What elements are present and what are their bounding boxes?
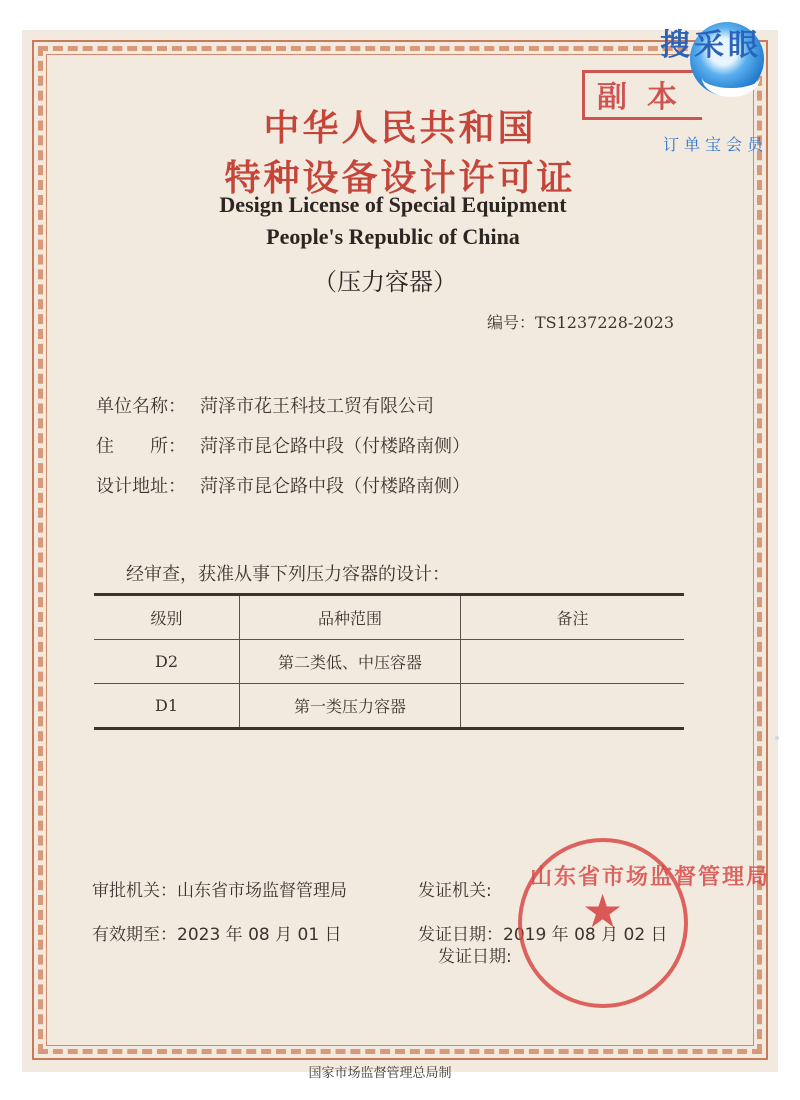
cell-level: D1 xyxy=(94,684,240,729)
valid-until xyxy=(92,920,342,945)
cell-scope: 第二类低、中压容器 xyxy=(240,640,461,684)
approval-label: 审批机关： xyxy=(92,881,177,901)
field-value: 菏泽市昆仑路中段（付楼路南侧） xyxy=(200,436,470,457)
cert-no-label: 编号： xyxy=(486,313,535,332)
intro-text: 经审查，获准从事下列压力容器的设计： xyxy=(126,564,450,585)
cell-scope: 第一类压力容器 xyxy=(240,684,461,729)
header-scope: 品种范围 xyxy=(240,595,461,640)
cert-no-value: TS1237228-2023 xyxy=(534,313,674,332)
title-en-line1: Design License of Special Equipment xyxy=(219,192,567,217)
issue-value: 2019 年 08 月 02 日 xyxy=(503,925,668,945)
scroll-marker xyxy=(775,736,779,740)
field-design-address xyxy=(96,472,470,498)
title-en-line2: People's Republic of China xyxy=(266,224,520,249)
title-cn-line2: 特种设备设计许可证 xyxy=(224,158,576,199)
approval-value: 山东省市场监督管理局 xyxy=(177,881,347,901)
approval-authority xyxy=(92,876,347,901)
field-address xyxy=(96,432,470,458)
issue-date-label-2: 发证日期: xyxy=(438,947,512,967)
table-row xyxy=(94,684,684,729)
field-label: 设计地址： xyxy=(96,476,186,497)
issue-label: 发证日期： xyxy=(418,925,503,945)
table-row xyxy=(94,640,684,684)
issuer-bottom: 国家市场监督管理总局制 xyxy=(308,1066,452,1081)
field-value: 菏泽市花王科技工贸有限公司 xyxy=(200,396,434,417)
field-unit-name xyxy=(96,392,434,418)
title-cn-line1: 中华人民共和国 xyxy=(263,108,537,149)
watermark-brand: 搜采眼 xyxy=(660,28,762,63)
table-header-row xyxy=(94,595,684,640)
field-label: 单位名称： xyxy=(96,396,186,417)
seal-text: 山东省市场监督管理局 xyxy=(530,865,771,890)
certificate-number xyxy=(487,310,674,333)
valid-label: 有效期至： xyxy=(92,925,177,945)
seal-star-icon: ★ xyxy=(582,884,624,938)
subtitle: （压力容器） xyxy=(313,268,457,296)
cell-level: D2 xyxy=(94,640,240,684)
cell-remarks xyxy=(461,640,685,684)
copy-stamp: 副本 xyxy=(582,70,702,120)
watermark-member: 订单宝会员 xyxy=(663,135,769,154)
header-remarks: 备注 xyxy=(461,595,685,640)
valid-value: 2023 年 08 月 01 日 xyxy=(177,925,342,945)
field-label: 住 所： xyxy=(96,436,186,457)
field-value: 菏泽市昆仑路中段（付楼路南侧） xyxy=(200,476,470,497)
scope-table xyxy=(94,593,684,730)
header-level: 级别 xyxy=(94,595,240,640)
issuing-authority-label: 发证机关: xyxy=(418,881,492,901)
cell-remarks xyxy=(461,684,685,729)
